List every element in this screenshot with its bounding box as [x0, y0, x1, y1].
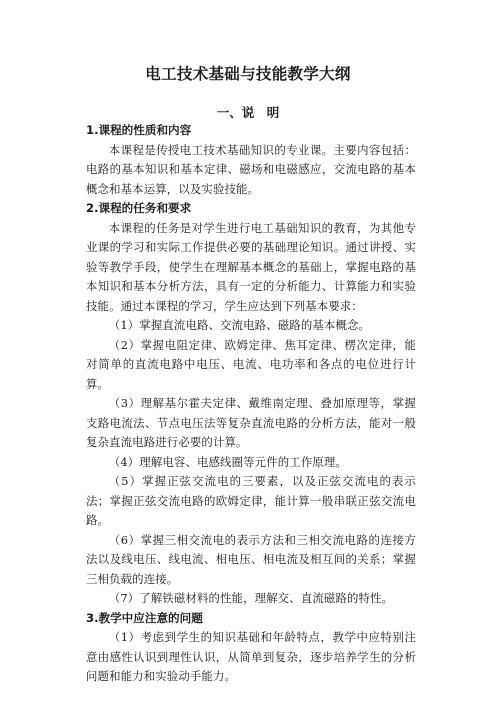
requirement-item-2: （2）掌握电阻定律、欧姆定律、焦耳定律、楞次定律，能对简单的直流电路中电压、电流、电功率和各点的电位进行计算。 [86, 337, 416, 391]
requirement-item-1: （1）掌握直流电路、交流电路、磁路的基本概念。 [108, 318, 371, 332]
paragraph: 本课程是传授电工技术基础知识的专业课。主要内容包括：电路的基本知识和基本定律、磁场和电磁感应，交流电路的基本概念和基本运算，以及实验技能。 [86, 142, 416, 196]
requirement-item-4: （4）理解电容、电感线圈等元件的工作原理。 [108, 454, 348, 469]
document-body [86, 121, 416, 687]
teaching-note-item-1: （1）考虑到学生的知识基础和年龄特点，教学中应特别注意由感性认识到理性认识，从简单到复杂，逐步培养学生的分析问题和能力和实验动手能力。 [86, 630, 416, 683]
section-heading-explanation: 一、说 明 [216, 105, 280, 120]
paragraph: 本课程的任务是对学生进行电工基础知识的教育，为其他专业课的学习和实际工作提供必要的基础理论知识。通过讲授、实验等教学手段，使学生在理解基本概念的基础上，掌握电路的基本知识和基本分析方法，具有一定的分析能力、计算能力和实验技能。通过本课程的学习，学生应达到下列基本要求： [86, 220, 416, 313]
subsection-heading-nature-content: 1.课程的性质和内容 [86, 123, 192, 137]
requirement-item-6: （6）掌握三相交流电的表示方法和三相交流电路的连接方法以及线电压、线电流、相电压、相电流及相互间的关系；掌握三相负载的连接。 [86, 532, 416, 586]
requirement-item-7: （7）了解铁磁材料的性能，理解交、直流磁路的特性。 [108, 591, 394, 605]
requirement-item-3: （3）理解基尔霍夫定律、戴维南定理、叠加原理等，掌握支路电流法、节点电压法等复杂直流电路的分析方法，能对一般复杂直流电路进行必要的计算。 [86, 396, 416, 449]
subsection-heading-teaching-notes: 3.教学中应注意的问题 [86, 610, 203, 625]
requirement-item-5: （5）掌握正弦交流电的三要素，以及正弦交流电的表示法；掌握正弦交流电路的欧姆定律，能计算一般串联正弦交流电路。 [86, 474, 416, 527]
subsection-heading-tasks-requirements: 2.课程的任务和要求 [86, 201, 192, 215]
document-title: 电工技术基础与技能教学大纲 [145, 65, 351, 83]
